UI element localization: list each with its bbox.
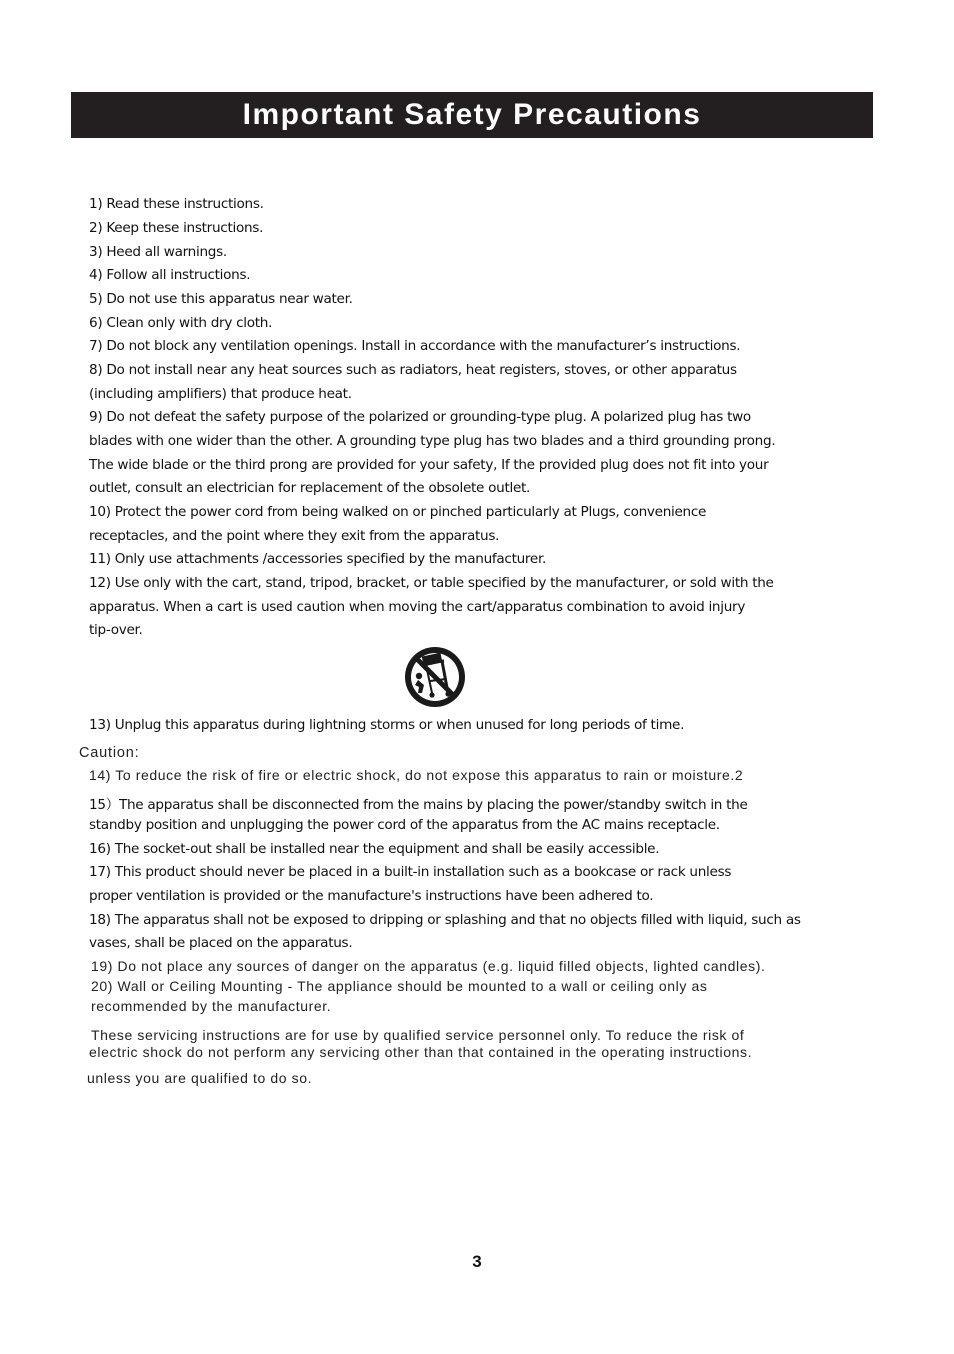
instruction-line: 8) Do not install near any heat sources such as radiators, heat registers, stoves, or other apparatus (89, 362, 737, 378)
caution-line: proper ventilation is provided or the manufacture's instructions have been adhered to. (89, 888, 654, 904)
caution-line: 14) To reduce the risk of fire or electric shock, do not expose this apparatus to rain or moisture.2 (89, 767, 744, 783)
cart-tip-over-warning-icon (402, 645, 468, 709)
instruction-line: 7) Do not block any ventilation openings. Install in accordance with the manufacturer’s instructions. (89, 338, 741, 354)
servicing-line: electric shock do not perform any servicing other than that contained in the operating instructions. (89, 1044, 753, 1060)
caution-label: Caution: (79, 745, 140, 761)
caution-line: standby position and unplugging the power cord of the apparatus from the AC mains receptacle. (89, 817, 720, 833)
caution-line: 20) Wall or Ceiling Mounting - The appliance should be mounted to a wall or ceiling only as (91, 978, 708, 994)
caution-line: 18) The apparatus shall not be exposed to dripping or splashing and that no objects filled with liquid, such as (89, 912, 801, 928)
instruction-line: apparatus. When a cart is used caution when moving the cart/apparatus combination to avoid injury (89, 599, 746, 615)
instruction-line: tip-over. (89, 622, 143, 638)
caution-line: 16) The socket-out shall be installed near the equipment and shall be easily accessible. (89, 841, 660, 857)
caution-line: 17) This product should never be placed in a built-in installation such as a bookcase or rack unless (89, 864, 732, 880)
instruction-line: 11) Only use attachments /accessories specified by the manufacturer. (89, 551, 547, 567)
caution-line: 19) Do not place any sources of danger on the apparatus (e.g. liquid filled objects, lighted candles). (91, 958, 766, 974)
servicing-line: unless you are qualified to do so. (87, 1070, 313, 1086)
title-bar (71, 92, 873, 138)
instruction-line: 9) Do not defeat the safety purpose of the polarized or grounding-type plug. A polarized plug has two (89, 409, 751, 425)
instruction-line: The wide blade or the third prong are provided for your safety, If the provided plug does not fit into your (89, 457, 769, 473)
instruction-line: blades with one wider than the other. A grounding type plug has two blades and a third grounding prong. (89, 433, 776, 449)
page-number: 3 (472, 1252, 482, 1271)
instruction-line: (including amplifiers) that produce heat. (89, 386, 352, 402)
instruction-line: outlet, consult an electrician for replacement of the obsolete outlet. (89, 480, 531, 496)
page-title: Important Safety Precautions (242, 98, 702, 131)
instruction-line: 3) Heed all warnings. (89, 244, 227, 260)
instruction-line: 4) Follow all instructions. (89, 267, 251, 283)
instruction-line: receptacles, and the point where they exit from the apparatus. (89, 528, 500, 544)
instruction-line: 2) Keep these instructions. (89, 220, 264, 236)
instruction-line: 12) Use only with the cart, stand, tripod, bracket, or table specified by the manufacturer, or sold with the (89, 575, 774, 591)
caution-line: vases, shall be placed on the apparatus. (89, 935, 353, 951)
instruction-line: 1) Read these instructions. (89, 196, 264, 212)
caution-line: 15）The apparatus shall be disconnected from the mains by placing the power/standby switch in the (89, 797, 748, 813)
servicing-line: These servicing instructions are for use by qualified service personnel only. To reduce the risk of (91, 1027, 745, 1043)
instruction-line: 6) Clean only with dry cloth. (89, 315, 273, 331)
instruction-line: 13) Unplug this apparatus during lightning storms or when unused for long periods of time. (89, 717, 685, 733)
instruction-line: 10) Protect the power cord from being walked on or pinched particularly at Plugs, convenience (89, 504, 707, 520)
caution-line: recommended by the manufacturer. (91, 998, 332, 1014)
instruction-line: 5) Do not use this apparatus near water. (89, 291, 353, 307)
